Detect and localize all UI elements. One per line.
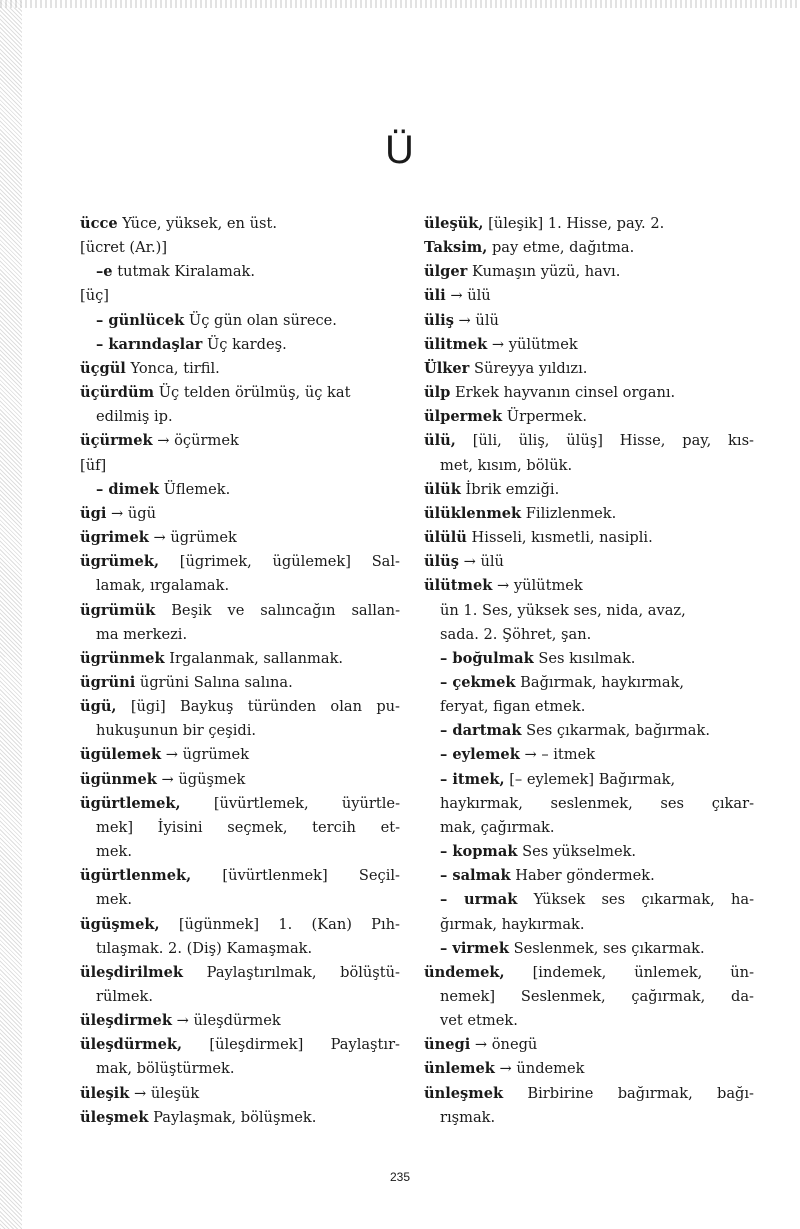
dictionary-line: ügrüni ügrüni Salına salına. bbox=[80, 673, 293, 691]
dictionary-line: mak, bölüştürmek. bbox=[96, 1060, 235, 1078]
dictionary-line: rışmak. bbox=[440, 1108, 496, 1126]
dictionary-line: – günlücek Üç gün olan sürece. bbox=[96, 311, 337, 329]
dictionary-line: ğırmak, haykırmak. bbox=[440, 915, 585, 933]
dictionary-line: ülp Erkek hayvanın cinsel organı. bbox=[424, 384, 676, 402]
dictionary-line: ügünmek → ügüşmek bbox=[80, 770, 246, 788]
dictionary-line: – eylemek → – itmek bbox=[440, 746, 596, 764]
dictionary-line: ünegi → önegü bbox=[424, 1036, 538, 1054]
dictionary-line: ülüş → ülü bbox=[424, 553, 504, 571]
dictionary-line: üleşdürmek, [üleşdirmek] Paylaştır- bbox=[80, 1036, 400, 1054]
dictionary-line: Ülker Süreyya yıldızı. bbox=[424, 359, 588, 377]
dictionary-line: ügrümek, [ügrimek, ügülemek] Sal- bbox=[80, 553, 400, 571]
dictionary-line: üçürdüm Üç telden örülmüş, üç kat bbox=[80, 384, 351, 402]
dictionary-line: ülülü Hisseli, kısmetli, nasipli. bbox=[424, 529, 653, 547]
dictionary-line: ügrümük Beşik ve salıncağın sallan- bbox=[80, 601, 400, 619]
dictionary-line: ülpermek Ürpermek. bbox=[424, 408, 587, 426]
dictionary-line: üleşdirmek → üleşdürmek bbox=[80, 1012, 281, 1030]
dictionary-line: üleşdirilmek Paylaştırılmak, bölüştü- bbox=[80, 963, 400, 981]
dictionary-line: Taksim, pay etme, dağıtma. bbox=[424, 239, 635, 257]
dictionary-line: nemek] Seslenmek, çağırmak, da- bbox=[440, 988, 754, 1005]
dictionary-line: ülütmek → yülütmek bbox=[424, 577, 583, 595]
dictionary-line: – itmek, [– eylemek] Bağırmak, bbox=[440, 770, 676, 788]
dictionary-line: vet etmek. bbox=[440, 1012, 518, 1030]
dictionary-line: sada. 2. Şöhret, şan. bbox=[440, 625, 592, 643]
dictionary-line: üliş → ülü bbox=[424, 311, 499, 329]
dictionary-line: ülü, [üli, üliş, ülüş] Hisse, pay, kıs- bbox=[424, 432, 754, 450]
dictionary-line: [üf] bbox=[80, 456, 107, 474]
dictionary-line: edilmiş ip. bbox=[96, 408, 173, 426]
dictionary-line: ügü, [ügi] Baykuş türünden olan pu- bbox=[80, 698, 400, 716]
section-letter: Ü bbox=[385, 128, 415, 172]
dictionary-line: [ücret (Ar.)] bbox=[80, 239, 168, 257]
dictionary-line: ülger Kumaşın yüzü, havı. bbox=[424, 263, 621, 281]
dictionary-line: – karındaşlar Üç kardeş. bbox=[96, 335, 287, 353]
dictionary-line: mek] İyisini seçmek, tercih et- bbox=[96, 818, 400, 836]
dictionary-line: tılaşmak. 2. (Diş) Kamaşmak. bbox=[96, 939, 313, 957]
dictionary-line: – dartmak Ses çıkarmak, bağırmak. bbox=[440, 722, 710, 740]
left-column bbox=[80, 212, 400, 1130]
page-number: 235 bbox=[389, 1170, 411, 1184]
dictionary-line: haykırmak, seslenmek, ses çıkar- bbox=[440, 794, 754, 812]
dictionary-line: – çekmek Bağırmak, haykırmak, bbox=[440, 673, 685, 691]
right-column bbox=[424, 212, 754, 1130]
dictionary-line: [üç] bbox=[80, 287, 109, 305]
page-edge-shadow bbox=[0, 0, 22, 1229]
dictionary-line: ma merkezi. bbox=[96, 625, 188, 643]
dictionary-line: ülük İbrik emziği. bbox=[424, 480, 560, 498]
dictionary-line: üçgül Yonca, tirfil. bbox=[80, 359, 220, 377]
dictionary-line: – salmak Haber göndermek. bbox=[440, 867, 655, 885]
dictionary-line: mek. bbox=[96, 843, 132, 861]
dictionary-line: ündemek, [indemek, ünlemek, ün- bbox=[424, 963, 754, 981]
dictionary-line: mek. bbox=[96, 891, 132, 909]
dictionary-line: ügürtlenmek, [üvürtlenmek] Seçil- bbox=[80, 867, 400, 885]
dictionary-line: üleşmek Paylaşmak, bölüşmek. bbox=[80, 1108, 317, 1126]
dictionary-line: – virmek Seslenmek, ses çıkarmak. bbox=[440, 939, 705, 957]
dictionary-line: üleşük, [üleşik] 1. Hisse, pay. 2. bbox=[424, 215, 665, 232]
dictionary-line: lamak, ırgalamak. bbox=[96, 577, 230, 595]
dictionary-line: ülitmek → yülütmek bbox=[424, 335, 578, 353]
dictionary-line: – kopmak Ses yükselmek. bbox=[440, 843, 637, 861]
dictionary-line: rülmek. bbox=[96, 988, 153, 1005]
dictionary-line: ügürtlemek, [üvürtlemek, üyürtle- bbox=[80, 794, 400, 812]
dictionary-line: üli → ülü bbox=[424, 287, 491, 305]
dictionary-line: mak, çağırmak. bbox=[440, 818, 555, 836]
dictionary-line: – urmak Yüksek ses çıkarmak, ha- bbox=[440, 891, 754, 909]
dictionary-line: ügrimek → ügrümek bbox=[80, 529, 237, 547]
dictionary-line: ünlemek → ündemek bbox=[424, 1060, 585, 1078]
dictionary-line: ügüşmek, [ügünmek] 1. (Kan) Pıh- bbox=[80, 915, 400, 933]
dictionary-line: üçürmek → öçürmek bbox=[80, 432, 239, 450]
dictionary-line: üleşik → üleşük bbox=[80, 1084, 200, 1102]
dictionary-line: hukuşunun bir çeşidi. bbox=[96, 722, 257, 740]
dictionary-line: ügülemek → ügrümek bbox=[80, 746, 250, 764]
dictionary-line: ünleşmek Birbirine bağırmak, bağı- bbox=[424, 1084, 754, 1102]
dictionary-line: met, kısım, bölük. bbox=[440, 456, 573, 474]
top-edge-shadow bbox=[0, 0, 800, 8]
dictionary-line: –e tutmak Kiralamak. bbox=[96, 263, 256, 281]
dictionary-line: ügi → ügü bbox=[80, 504, 157, 522]
dictionary-line: ücce Yüce, yüksek, en üst. bbox=[80, 215, 277, 232]
dictionary-line: ülüklenmek Filizlenmek. bbox=[424, 504, 617, 522]
dictionary-line: – dimek Üflemek. bbox=[96, 480, 231, 498]
dictionary-line: – boğulmak Ses kısılmak. bbox=[440, 649, 636, 667]
dictionary-line: ün 1. Ses, yüksek ses, nida, avaz, bbox=[440, 601, 686, 619]
dictionary-line: ügrünmek Irgalanmak, sallanmak. bbox=[80, 649, 344, 667]
dictionary-line: feryat, figan etmek. bbox=[440, 698, 586, 716]
